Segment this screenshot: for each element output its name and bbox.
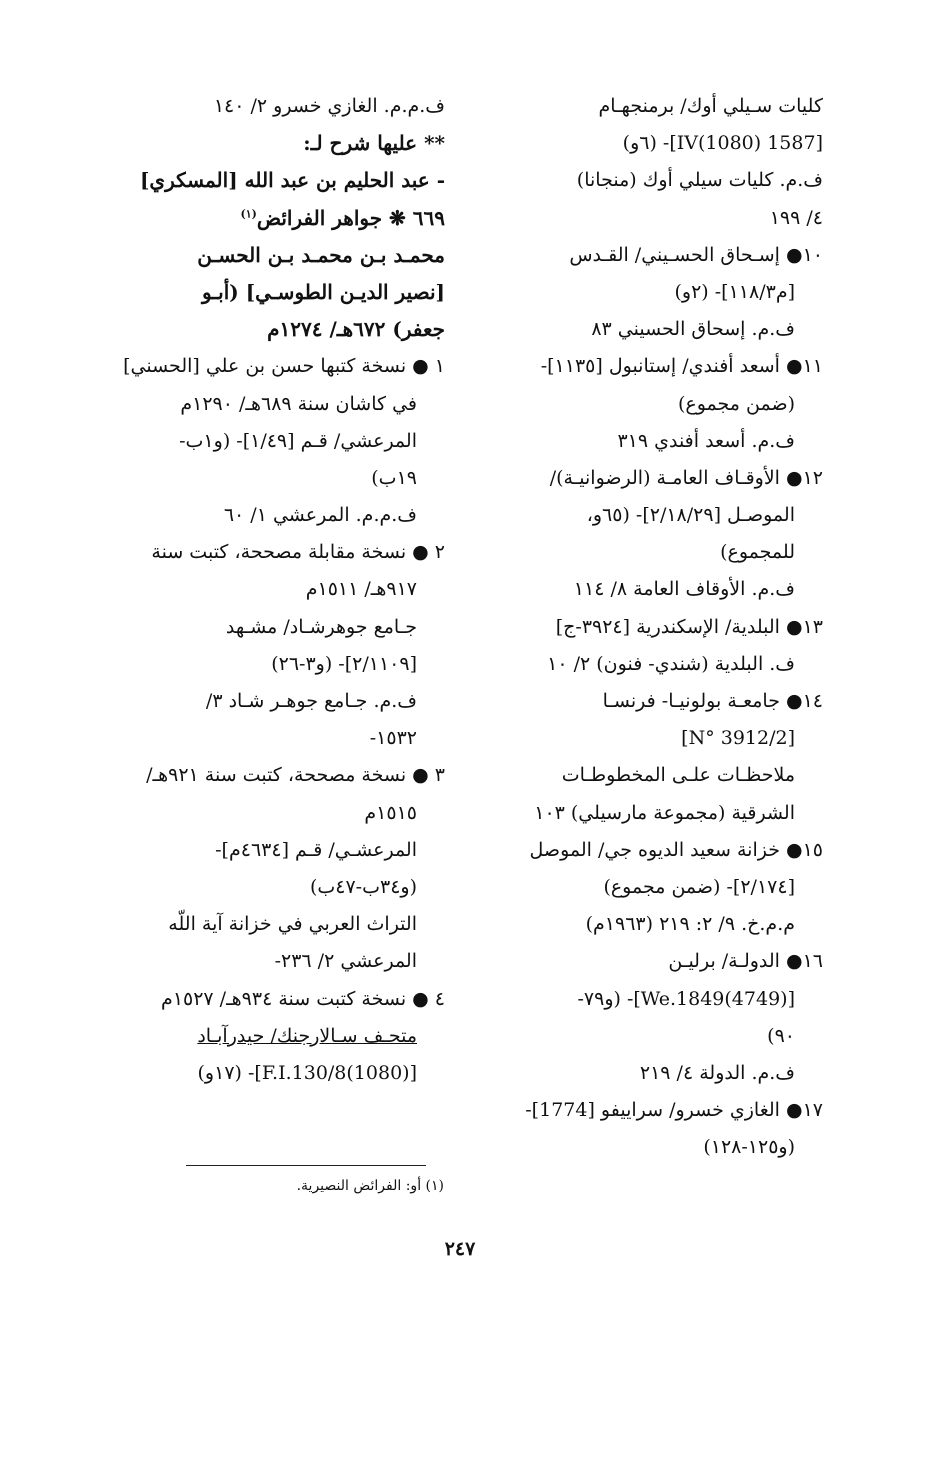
- text-line: [We.1849(4749)]- (و٧٩-: [577, 987, 795, 1010]
- text-line: متحـف سـالارجنك/ حيدرآبـاد: [197, 1024, 417, 1047]
- text-line: جـامع جوهرشـاد/ مشـهد: [225, 615, 417, 638]
- text-line: المرعشـي/ قـم [٤٦٣٤م]-: [215, 838, 417, 861]
- copy-3: ٣ ● نسخة مصححة، كتبت سنة ٩٢١هـ/: [146, 764, 445, 787]
- text-line: ف.م. الدولة ٤/ ٢١٩: [639, 1061, 795, 1084]
- text-line: الشرقية (مجموعة مارسيلي) ١٠٣: [534, 801, 795, 824]
- text-line: كليات سـيلي أوك/ برمنجهـام: [598, 95, 823, 117]
- text-line: المرعشي ٢/ ٢٣٦-: [274, 950, 417, 973]
- text-line: ١٥٣٢-: [369, 727, 417, 750]
- entry-15: ١٥● خزانة سعيد الديوه جي/ الموصل: [529, 838, 823, 861]
- text-line: ٩١٧هـ/ ١٥١١م: [305, 578, 417, 601]
- copy-1: ١ ● نسخة كتبها حسن بن علي [الحسني]: [123, 355, 445, 378]
- text-line: للمجموع): [720, 541, 795, 564]
- entry-16: ١٦● الدولـة/ برليـن: [668, 950, 823, 973]
- text-line: ف.م.م. الغازي خسرو ٢/ ١٤٠: [213, 95, 445, 117]
- text-line: ١٥١٥م: [364, 801, 417, 824]
- text-line: ف.م. الأوقاف العامة ٨/ ١١٤: [573, 578, 795, 601]
- entry-17: ١٧● الغازي خسرو/ سراييفو [1774]-: [525, 1099, 823, 1122]
- text-line: المرعشي/ قـم [١/٤٩]- (و١ب-: [179, 429, 417, 452]
- text-line: [٢/١٧٤]- (ضمن مجموع): [603, 875, 795, 898]
- text-line: ف.م.م. المرعشي ١/ ٦٠: [223, 504, 417, 527]
- text-line: ف.م. جـامع جوهـر شـاد ٣/: [205, 690, 417, 712]
- left-column: [100, 88, 445, 1092]
- text-line: الموصـل [٢/١٨/٢٩]- (٦٥و،: [586, 504, 795, 527]
- footnote-reference: (١): [240, 206, 257, 220]
- entry-14: ١٤● جامعـة بولونيـا- فرنسـا: [602, 690, 823, 712]
- text-line: [F.I.130/8(1080)]- (١٧و): [197, 1061, 417, 1084]
- text-line: ف.م. إسحاق الحسيني ٨٣: [591, 318, 795, 341]
- copy-2: ٢ ● نسخة مقابلة مصححة، كتبت سنة: [151, 541, 445, 564]
- copy-4: ٤ ● نسخة كتبت سنة ٩٣٤هـ/ ١٥٢٧م: [161, 987, 445, 1010]
- entry-669-title-text: ٦٦٩ ❋ جواهر الفرائض: [256, 205, 445, 230]
- text-line: [1587 IV(1080)]- (٦و): [622, 132, 823, 155]
- text-line: ١٩ب): [371, 466, 417, 489]
- text-line: في كاشان سنة ٦٨٩هـ/ ١٢٩٠م: [180, 392, 417, 415]
- text-line: [٢/١١٠٩]- (و٣-٢٦): [271, 652, 417, 675]
- entry-669-title: [100, 200, 445, 237]
- text-line: [م١١٨/٣]- (٢و): [674, 280, 795, 303]
- text-line: ٤/ ١٩٩: [769, 206, 823, 229]
- text-line: (و٣٤ب-٤٧ب): [309, 875, 417, 898]
- page-number: ٢٤٧: [444, 1238, 476, 1260]
- author-name: [نصير الديـن الطوسـي] (أبـو: [201, 279, 445, 304]
- text-line: ٩٠): [767, 1024, 795, 1047]
- text-line: ف. البلدية (شندي- فنون) ٢/ ١٠: [547, 652, 795, 675]
- commentary-heading: ** عليها شرح لـ:: [303, 131, 445, 156]
- text-line: ف.م. أسعد أفندي ٣١٩: [617, 429, 795, 452]
- entry-13: ١٣● البلدية/ الإسكندرية [٣٩٢٤-ج]: [555, 615, 823, 638]
- author-name: جعفر) ٦٧٢هـ/ ١٢٧٤م: [267, 317, 445, 342]
- text-line: التراث العربي في خزانة آية اللّه: [168, 913, 417, 936]
- entry-12: ١٢● الأوقـاف العامـة (الرضوانيـة)/: [549, 466, 823, 489]
- text-line: ف.م. كليات سيلي أوك (منجانا): [576, 169, 823, 192]
- text-line: (ضمن مجموع): [677, 392, 795, 415]
- text-line: (و١٢٥-١٢٨): [703, 1136, 795, 1159]
- entry-11: ١١● أسعد أفندي/ إستانبول [١١٣٥]-: [540, 355, 823, 378]
- commentary-author: - عبد الحليم بن عبد الله [المسكري]: [139, 168, 445, 193]
- footnote: (١) أو: الفرائض النصيرية.: [296, 1178, 444, 1194]
- text-line: [N° 3912/2]: [681, 727, 795, 750]
- right-column: [488, 88, 823, 1166]
- entry-10: ١٠● إسـحاق الحسـيني/ القـدس: [569, 243, 823, 266]
- footnote-divider: [186, 1165, 426, 1166]
- author-name: محمـد بـن محمـد بـن الحسـن: [197, 242, 445, 267]
- text-line: ملاحظـات علـى المخطوطـات: [561, 764, 795, 787]
- text-line: م.م.خ. ٩/ ٢: ٢١٩ (١٩٦٣م): [585, 913, 795, 936]
